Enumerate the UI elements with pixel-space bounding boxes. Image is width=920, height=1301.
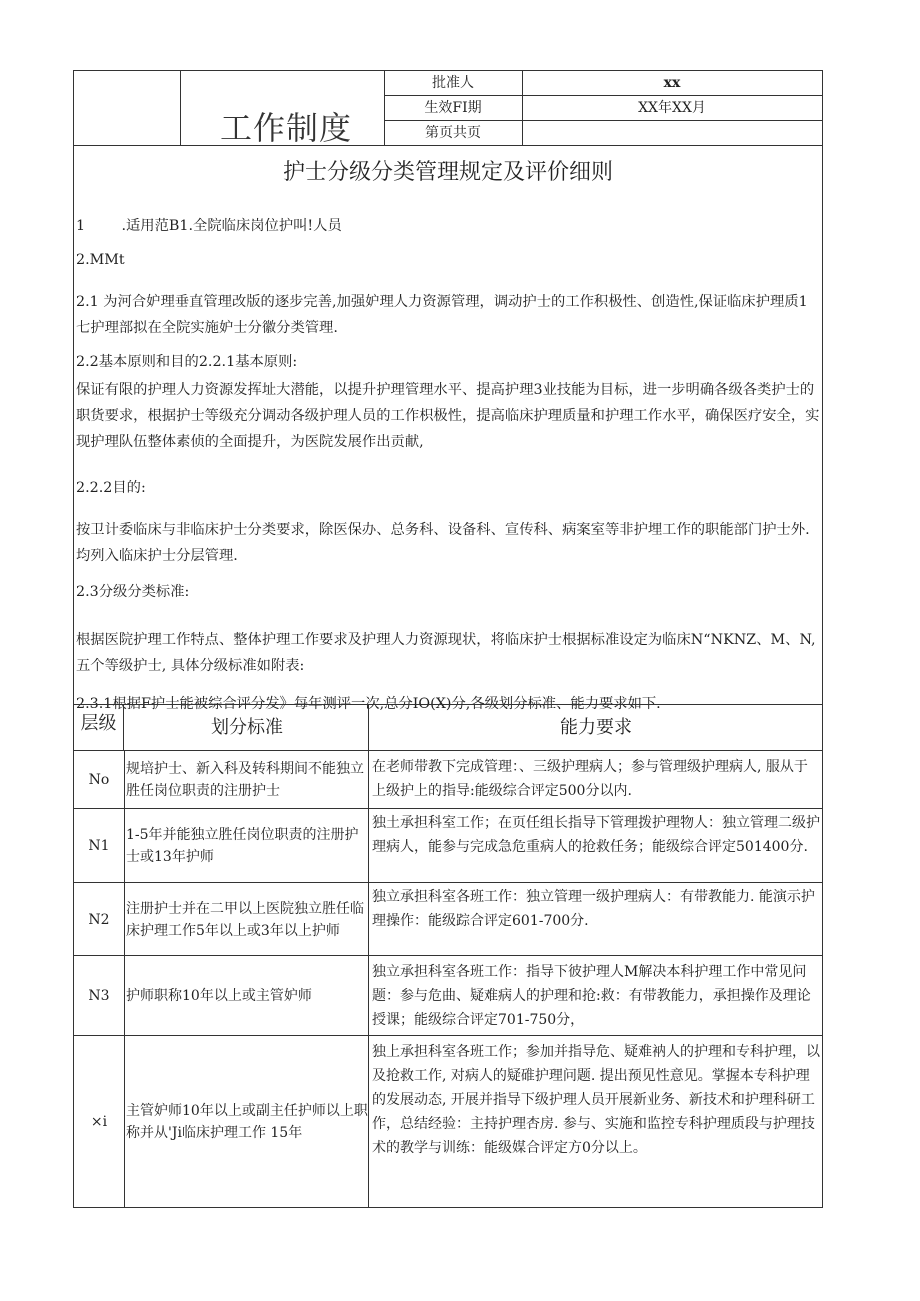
paragraph-purpose: 按卫计委临床与非临床护士分类要求，除医保办、总务科、设备科、宣传科、病案室等非护埋工作的职能部门护士外. 均列入临床护士分层管理. (76, 522, 815, 564)
criteria-cell: 规培护士、新入科及转科期间不能独立胜任岗位职责的注册护士 (125, 751, 369, 809)
paragraph-section-2: 2.MMt (76, 252, 125, 268)
level-cell: N1 (74, 809, 125, 883)
document-frame (73, 70, 823, 1208)
paragraph-scope: 1 .适用范B1.全院临床岗位护叫!人员 (76, 218, 342, 234)
header-block (74, 71, 822, 146)
ability-cell: 在老师带教下完成管理：、三级护理病人；参与管理级护理病人, 服从于上级护上的指导:能级综合评定500分以内. (372, 759, 808, 799)
paragraph-2-2-2: 2.2.2目的: (76, 480, 146, 496)
approver-value: xx (663, 75, 681, 91)
criteria-cell: 主管妒师10年以上或副主任护师以上职称并从'Ji临床护理工作 15年 (125, 1036, 369, 1208)
level-cell: N3 (74, 956, 125, 1036)
ability-cell: 独立承担科室各班工作：指导下彼护理人M解决本科护理工作中常见问题：参与危曲、疑难病人的护理和抢:救：有带教能力，承担操作及理论授课；能级综合评定701-750分， (372, 964, 811, 1028)
table-row (74, 1035, 822, 1208)
page-count-label: 第页共页 (384, 121, 523, 145)
paragraph-standards: 根据医院护理工作特点、整体护理工作要求及护理人力资源现状，将临床护士根据标准设定为临床N“NKNZ、M、N,五个等级护士, 具体分级标准如附表: (76, 632, 816, 674)
logo-cell (74, 71, 181, 145)
table-header-row (74, 704, 822, 751)
approver-label: 批准人 (384, 71, 523, 95)
criteria-cell: 注册护士并在二甲以上医院独立胜任临床护理工作5年以上或3年以上护师 (125, 883, 369, 956)
ability-cell: 独上承担科室各班工作；参加并指导危、疑难衲人的护理和专科护理，以及抢救工作, 对病人的疑碓护理问题. 提出预见性意见。掌握本专科护理的发展动态, 开展并指导下级护理人员开展新业务、新技术和护理科研工作，总结经验：主持护理杏房. 参与、实施和监控专科护理质段与护理技术的教学与训练：能级媒合评定方0分以上。 (372, 1044, 820, 1156)
table-row (74, 750, 822, 809)
criteria-cell: 1-5年并能独立胜任岗位职责的注册护士或13年护师 (125, 809, 369, 883)
header-level: 层级 (74, 705, 124, 751)
header-ability: 能力要求 (560, 717, 632, 738)
page-count-value (522, 121, 822, 145)
system-title: 工作制度 (219, 109, 352, 147)
table-row (74, 808, 822, 883)
effective-date-value: XX年XX月 (638, 100, 706, 116)
ability-cell: 独立承担科室各班工作：独立管理一级护理病人：有带教能力. 能演示护理操作：能级踪合评定601-700分. (372, 889, 815, 929)
header-criteria: 划分标准 (125, 705, 369, 751)
level-cell: ×i (74, 1036, 125, 1208)
effective-date-label: 生效FI期 (384, 96, 523, 120)
paragraph-principles: 保证有限的护理人力资源发挥址大潜能，以提升护理管理水平、提高护理3业技能为目标，进一步明确各级各类护士的职货要求，根据护士等级充分调动各级护理人员的工作枳极性，提高临床护理质量和护理工作水平，确保医疗安全，实现护理队伍整体素侦的全面提升，为医院发展作出贡献, (76, 382, 820, 450)
level-cell: N2 (74, 883, 125, 956)
table-row (74, 882, 822, 956)
paragraph-2-1: 2.1 为河合妒理垂直管理改版的逐步完善,加强妒理人力资源管理，调动护士的工作积极性、创造性,保证临床护理质1七护理部拟在全院实施妒士分徽分类管理. (76, 294, 808, 336)
criteria-cell: 护师职称10年以上或主管妒师 (125, 956, 369, 1036)
document-title: 护士分级分类管理规定及评价细则 (282, 160, 613, 185)
paragraph-2-2: 2.2基本原则和目的2.2.1基本原则: (76, 354, 298, 370)
table-row (74, 955, 822, 1036)
title-cell (180, 71, 385, 145)
level-cell: No (74, 751, 125, 809)
ability-cell: 独土承担科室工作；在页任组长指导下管理拨护理物人：独立管理二级护理病人，能参与完成急危重病人的抢救任务；能级综合评定501400分. (372, 815, 820, 855)
paragraph-2-3-1-cut: 2.3.1根据F护士能被综合评分发》每年测评一次,总分IO(X)分,各级划分标准、能力要求如下. (76, 696, 661, 712)
paragraph-2-3: 2.3分级分类标准: (76, 584, 190, 600)
